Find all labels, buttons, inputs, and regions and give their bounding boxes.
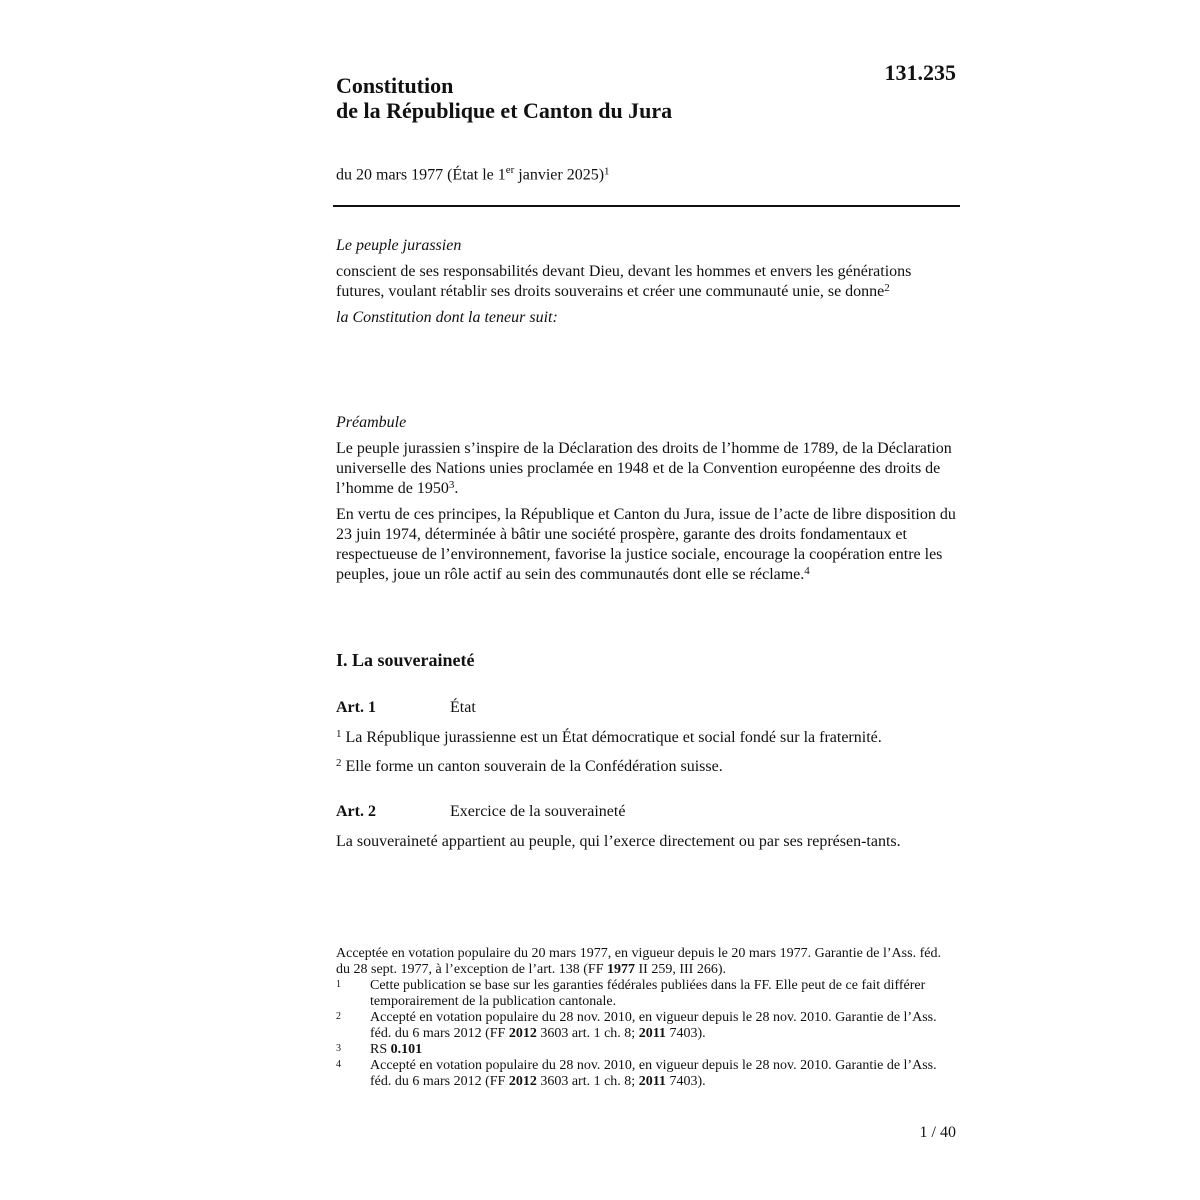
article-2-heading — [336, 803, 625, 821]
paragraph-number: 2 — [336, 757, 342, 769]
page-title — [336, 73, 672, 123]
article-number: Art. 2 — [336, 803, 376, 820]
footnote-ref[interactable]: 1 — [604, 165, 610, 178]
article-paragraph: $^1$ La République jurassienne est un État démocratique et social fondé sur la fraternité. — [336, 728, 882, 746]
intro-text: conscient de ses responsabilités devant Dieu, devant les hommes et envers les générations futures, voulant rétablir ses droits souverains et créer une communauté unie, se donne$^2$ — [336, 263, 912, 300]
footnote-number: 4 — [336, 1059, 341, 1070]
date-line — [336, 164, 610, 184]
article-title: Exercice de la souveraineté — [450, 803, 626, 820]
article-paragraph: $^2$ Elle forme un canton souverain de la Confédération suisse. — [336, 757, 723, 775]
article-1-heading — [336, 699, 476, 717]
article-title: État — [450, 699, 476, 716]
date-text-end: janvier 2025) — [514, 166, 605, 184]
preamble-paragraph-1: Le peuple jurassien s’inspire de la Déclaration des droits de l’homme de 1789, de la Déclaration universelle des Nations unies proclamée en 1948 et de la Convention européenne des droits de l’homme de 1950$^3$. — [336, 440, 952, 497]
footnote-text: Cette publication se base sur les garanties fédérales publiées dans la FF. Elle peut de ce fait différer temporairement de la publication cantonale. — [370, 978, 926, 1009]
preamble-block — [336, 413, 958, 585]
title-line-1: Constitution — [336, 73, 454, 98]
article-1-body — [336, 728, 958, 777]
header-rule — [333, 205, 960, 207]
chapter-heading: I. La souveraineté — [336, 650, 475, 670]
footnote-ref[interactable]: 2 — [884, 282, 890, 294]
footnote-ref[interactable]: 4 — [804, 565, 810, 577]
footnote-item — [336, 1010, 948, 1042]
footnote-text: Accepté en votation populaire du 28 nov. 2010, en vigueur depuis le 28 nov. 2010. Garantie de l’Ass. féd. du 6 mars 2012 (FF 2012 3603 art. 1 ch. 8; 2011 7403). — [370, 1058, 937, 1089]
footnote-item — [336, 1042, 948, 1058]
page-number: 1 / 40 — [919, 1124, 956, 1141]
footnote-number: 2 — [336, 1011, 341, 1022]
intro-people: Le peuple jurassien — [336, 237, 462, 254]
article-paragraph: La souveraineté appartient au peuple, qui l’exerce directement ou par ses représen-tants. — [336, 833, 901, 850]
footnote-number: 3 — [336, 1043, 341, 1054]
preamble-paragraph-2: En vertu de ces principes, la République et Canton du Jura, issue de l’acte de libre disposition du 23 juin 1974, déterminée à bâtir une société prospère, garante des droits fondamentaux et respectueuse de l’environnement, favorise la justice sociale, encourage la coopération entre les peuples, joue un rôle actif au sein des communautés dont elle se réclame.$^4$ — [336, 506, 956, 583]
intro-closing: la Constitution dont la teneur suit: — [336, 309, 558, 326]
footnote-item — [336, 978, 948, 1010]
preamble-heading: Préambule — [336, 414, 407, 431]
article-number: Art. 1 — [336, 699, 376, 716]
date-superscript: er — [505, 164, 515, 176]
sr-number: 131.235 — [884, 60, 956, 85]
article-2-body — [336, 832, 958, 852]
paragraph-number: 1 — [336, 728, 342, 740]
footnote-number: 1 — [336, 979, 341, 990]
footnote-text: RS 0.101 — [370, 1042, 423, 1057]
footnote-item — [336, 1058, 948, 1090]
title-line-2: de la République et Canton du Jura — [336, 98, 673, 123]
footnote-ref[interactable]: 3 — [448, 479, 455, 491]
footnote-intro: Acceptée en votation populaire du 20 mars 1977, en vigueur depuis le 20 mars 1977. Garantie de l’Ass. féd. du 28 sept. 1977, à l’exception de l’art. 138 (FF 1977 II 259, III 266). — [336, 946, 941, 977]
footnotes — [336, 946, 948, 1090]
intro-block — [336, 236, 958, 328]
date-text: du 20 mars 1977 (État le 1 — [336, 166, 506, 184]
footnote-text: Accepté en votation populaire du 28 nov. 2010, en vigueur depuis le 28 nov. 2010. Garantie de l’Ass. féd. du 6 mars 2012 (FF 2012 3603 art. 1 ch. 8; 2011 7403). — [370, 1010, 937, 1041]
